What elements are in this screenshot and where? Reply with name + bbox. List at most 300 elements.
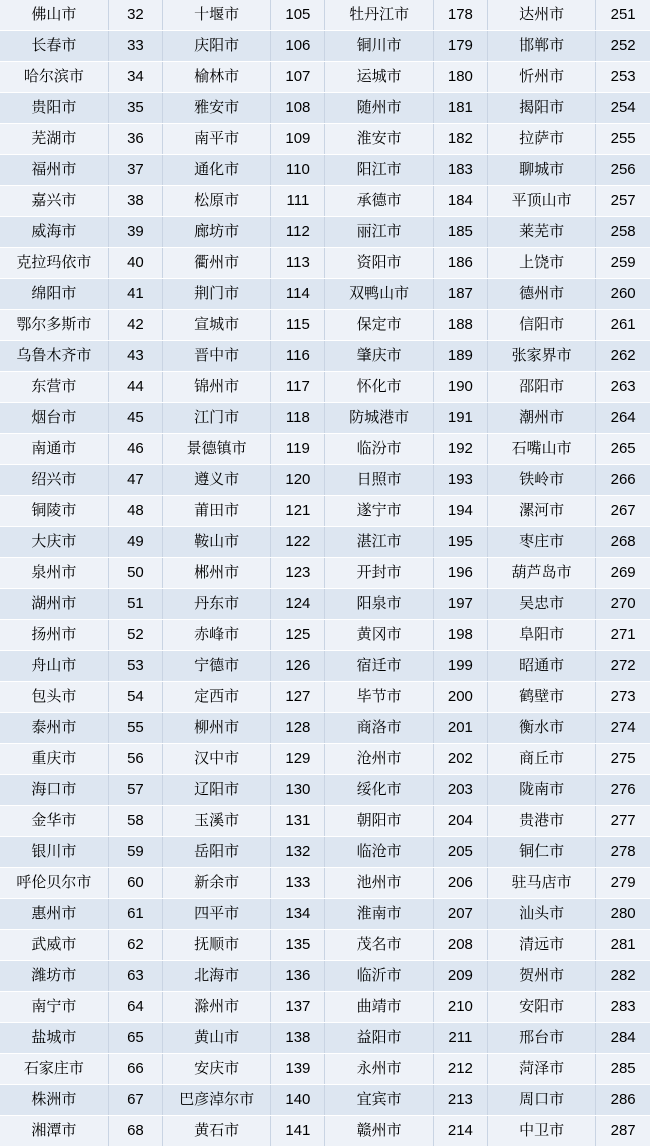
rank-number-cell: 136: [271, 961, 325, 992]
table-row: [0, 279, 650, 310]
rank-number-cell: 68: [108, 1116, 162, 1147]
city-name-cell: 清远市: [487, 930, 595, 961]
rank-number-cell: 116: [271, 341, 325, 372]
rank-number-cell: 283: [596, 992, 650, 1023]
city-name-cell: 沧州市: [325, 744, 433, 775]
city-name-cell: 扬州市: [0, 620, 108, 651]
city-name-cell: 邢台市: [487, 1023, 595, 1054]
table-row: [0, 31, 650, 62]
rank-number-cell: 276: [596, 775, 650, 806]
city-name-cell: 阳江市: [325, 155, 433, 186]
rank-number-cell: 205: [433, 837, 487, 868]
city-name-cell: 阜阳市: [487, 620, 595, 651]
rank-number-cell: 258: [596, 217, 650, 248]
table-row: [0, 930, 650, 961]
rank-number-cell: 179: [433, 31, 487, 62]
city-name-cell: 黄冈市: [325, 620, 433, 651]
rank-number-cell: 34: [108, 62, 162, 93]
rank-number-cell: 62: [108, 930, 162, 961]
rank-number-cell: 214: [433, 1116, 487, 1147]
city-name-cell: 铜川市: [325, 31, 433, 62]
city-name-cell: 聊城市: [487, 155, 595, 186]
rank-number-cell: 124: [271, 589, 325, 620]
table-row: [0, 682, 650, 713]
rank-number-cell: 256: [596, 155, 650, 186]
rank-number-cell: 265: [596, 434, 650, 465]
rank-number-cell: 186: [433, 248, 487, 279]
table-row: [0, 713, 650, 744]
rank-number-cell: 126: [271, 651, 325, 682]
rank-number-cell: 125: [271, 620, 325, 651]
rank-number-cell: 270: [596, 589, 650, 620]
city-name-cell: 嘉兴市: [0, 186, 108, 217]
rank-number-cell: 203: [433, 775, 487, 806]
rank-number-cell: 130: [271, 775, 325, 806]
city-name-cell: 临沧市: [325, 837, 433, 868]
rank-number-cell: 58: [108, 806, 162, 837]
table-row: [0, 155, 650, 186]
city-name-cell: 贺州市: [487, 961, 595, 992]
table-row: [0, 589, 650, 620]
city-name-cell: 张家界市: [487, 341, 595, 372]
rank-number-cell: 65: [108, 1023, 162, 1054]
city-name-cell: 铁岭市: [487, 465, 595, 496]
city-name-cell: 汕头市: [487, 899, 595, 930]
city-name-cell: 阳泉市: [325, 589, 433, 620]
city-name-cell: 双鸭山市: [325, 279, 433, 310]
rank-number-cell: 67: [108, 1085, 162, 1116]
rank-number-cell: 266: [596, 465, 650, 496]
rank-number-cell: 277: [596, 806, 650, 837]
rank-number-cell: 109: [271, 124, 325, 155]
rank-number-cell: 180: [433, 62, 487, 93]
city-name-cell: 中卫市: [487, 1116, 595, 1147]
rank-number-cell: 39: [108, 217, 162, 248]
city-name-cell: 益阳市: [325, 1023, 433, 1054]
city-name-cell: 承德市: [325, 186, 433, 217]
city-name-cell: 金华市: [0, 806, 108, 837]
table-row: [0, 992, 650, 1023]
city-name-cell: 防城港市: [325, 403, 433, 434]
city-name-cell: 葫芦岛市: [487, 558, 595, 589]
city-name-cell: 克拉玛依市: [0, 248, 108, 279]
rank-number-cell: 278: [596, 837, 650, 868]
city-name-cell: 平顶山市: [487, 186, 595, 217]
rank-number-cell: 137: [271, 992, 325, 1023]
rank-number-cell: 191: [433, 403, 487, 434]
city-name-cell: 淮安市: [325, 124, 433, 155]
table-row: [0, 403, 650, 434]
rank-number-cell: 281: [596, 930, 650, 961]
rank-number-cell: 54: [108, 682, 162, 713]
city-name-cell: 牡丹江市: [325, 0, 433, 31]
city-name-cell: 长春市: [0, 31, 108, 62]
rank-number-cell: 285: [596, 1054, 650, 1085]
table-row: [0, 62, 650, 93]
city-name-cell: 安阳市: [487, 992, 595, 1023]
city-name-cell: 福州市: [0, 155, 108, 186]
city-name-cell: 怀化市: [325, 372, 433, 403]
city-name-cell: 宁德市: [162, 651, 270, 682]
rank-number-cell: 51: [108, 589, 162, 620]
table-row: [0, 775, 650, 806]
city-name-cell: 舟山市: [0, 651, 108, 682]
rank-number-cell: 135: [271, 930, 325, 961]
city-name-cell: 莱芜市: [487, 217, 595, 248]
table-row: [0, 434, 650, 465]
rank-number-cell: 32: [108, 0, 162, 31]
city-name-cell: 日照市: [325, 465, 433, 496]
city-name-cell: 湘潭市: [0, 1116, 108, 1147]
rank-number-cell: 192: [433, 434, 487, 465]
rank-number-cell: 107: [271, 62, 325, 93]
rank-number-cell: 287: [596, 1116, 650, 1147]
rank-number-cell: 44: [108, 372, 162, 403]
rank-number-cell: 213: [433, 1085, 487, 1116]
rank-number-cell: 35: [108, 93, 162, 124]
city-name-cell: 枣庄市: [487, 527, 595, 558]
city-name-cell: 绍兴市: [0, 465, 108, 496]
city-name-cell: 呼伦贝尔市: [0, 868, 108, 899]
rank-number-cell: 251: [596, 0, 650, 31]
city-name-cell: 辽阳市: [162, 775, 270, 806]
table-row: [0, 248, 650, 279]
rank-number-cell: 115: [271, 310, 325, 341]
city-name-cell: 临汾市: [325, 434, 433, 465]
table-row: [0, 93, 650, 124]
table-row: [0, 496, 650, 527]
city-name-cell: 柳州市: [162, 713, 270, 744]
city-name-cell: 南平市: [162, 124, 270, 155]
city-name-cell: 随州市: [325, 93, 433, 124]
rank-number-cell: 110: [271, 155, 325, 186]
rank-number-cell: 286: [596, 1085, 650, 1116]
rank-number-cell: 52: [108, 620, 162, 651]
rank-number-cell: 255: [596, 124, 650, 155]
rank-number-cell: 123: [271, 558, 325, 589]
rank-number-cell: 133: [271, 868, 325, 899]
rank-number-cell: 41: [108, 279, 162, 310]
rank-number-cell: 198: [433, 620, 487, 651]
rank-number-cell: 206: [433, 868, 487, 899]
city-name-cell: 江门市: [162, 403, 270, 434]
city-name-cell: 泰州市: [0, 713, 108, 744]
city-name-cell: 盐城市: [0, 1023, 108, 1054]
rank-number-cell: 210: [433, 992, 487, 1023]
rank-number-cell: 106: [271, 31, 325, 62]
city-name-cell: 贵港市: [487, 806, 595, 837]
city-name-cell: 德州市: [487, 279, 595, 310]
city-name-cell: 威海市: [0, 217, 108, 248]
rank-number-cell: 114: [271, 279, 325, 310]
rank-number-cell: 271: [596, 620, 650, 651]
city-name-cell: 巴彦淖尔市: [162, 1085, 270, 1116]
city-name-cell: 新余市: [162, 868, 270, 899]
city-name-cell: 郴州市: [162, 558, 270, 589]
city-name-cell: 漯河市: [487, 496, 595, 527]
rank-number-cell: 132: [271, 837, 325, 868]
rank-number-cell: 121: [271, 496, 325, 527]
rank-number-cell: 211: [433, 1023, 487, 1054]
city-name-cell: 石家庄市: [0, 1054, 108, 1085]
city-name-cell: 松原市: [162, 186, 270, 217]
city-name-cell: 晋中市: [162, 341, 270, 372]
city-name-cell: 通化市: [162, 155, 270, 186]
city-name-cell: 安庆市: [162, 1054, 270, 1085]
rank-number-cell: 61: [108, 899, 162, 930]
rank-number-cell: 46: [108, 434, 162, 465]
rank-number-cell: 261: [596, 310, 650, 341]
city-name-cell: 四平市: [162, 899, 270, 930]
rank-number-cell: 194: [433, 496, 487, 527]
rank-number-cell: 50: [108, 558, 162, 589]
rank-number-cell: 252: [596, 31, 650, 62]
rank-number-cell: 56: [108, 744, 162, 775]
rank-number-cell: 197: [433, 589, 487, 620]
rank-number-cell: 262: [596, 341, 650, 372]
rank-number-cell: 260: [596, 279, 650, 310]
city-name-cell: 运城市: [325, 62, 433, 93]
rank-number-cell: 120: [271, 465, 325, 496]
city-name-cell: 信阳市: [487, 310, 595, 341]
city-name-cell: 上饶市: [487, 248, 595, 279]
city-name-cell: 滁州市: [162, 992, 270, 1023]
table-row: [0, 620, 650, 651]
city-name-cell: 重庆市: [0, 744, 108, 775]
city-name-cell: 保定市: [325, 310, 433, 341]
table-row: [0, 806, 650, 837]
table-row: [0, 465, 650, 496]
table-row: [0, 837, 650, 868]
city-name-cell: 乌鲁木齐市: [0, 341, 108, 372]
city-name-cell: 商洛市: [325, 713, 433, 744]
rank-number-cell: 36: [108, 124, 162, 155]
city-name-cell: 资阳市: [325, 248, 433, 279]
city-name-cell: 朝阳市: [325, 806, 433, 837]
city-name-cell: 汉中市: [162, 744, 270, 775]
rank-number-cell: 140: [271, 1085, 325, 1116]
city-name-cell: 永州市: [325, 1054, 433, 1085]
table-row: [0, 1023, 650, 1054]
city-name-cell: 岳阳市: [162, 837, 270, 868]
city-name-cell: 石嘴山市: [487, 434, 595, 465]
rank-number-cell: 273: [596, 682, 650, 713]
rank-number-cell: 128: [271, 713, 325, 744]
city-name-cell: 玉溪市: [162, 806, 270, 837]
table-row: [0, 186, 650, 217]
rank-number-cell: 257: [596, 186, 650, 217]
city-name-cell: 黄石市: [162, 1116, 270, 1147]
city-name-cell: 银川市: [0, 837, 108, 868]
city-name-cell: 南宁市: [0, 992, 108, 1023]
city-name-cell: 铜仁市: [487, 837, 595, 868]
rank-number-cell: 134: [271, 899, 325, 930]
table-row: [0, 0, 650, 31]
rank-number-cell: 45: [108, 403, 162, 434]
city-name-cell: 榆林市: [162, 62, 270, 93]
rank-number-cell: 188: [433, 310, 487, 341]
rank-number-cell: 189: [433, 341, 487, 372]
city-name-cell: 烟台市: [0, 403, 108, 434]
city-name-cell: 曲靖市: [325, 992, 433, 1023]
rank-number-cell: 209: [433, 961, 487, 992]
rank-number-cell: 63: [108, 961, 162, 992]
rank-number-cell: 279: [596, 868, 650, 899]
table-row: [0, 868, 650, 899]
table-row: [0, 310, 650, 341]
rank-number-cell: 138: [271, 1023, 325, 1054]
rank-number-cell: 48: [108, 496, 162, 527]
city-name-cell: 忻州市: [487, 62, 595, 93]
city-name-cell: 哈尔滨市: [0, 62, 108, 93]
table-row: [0, 527, 650, 558]
city-name-cell: 泉州市: [0, 558, 108, 589]
city-name-cell: 十堰市: [162, 0, 270, 31]
city-name-cell: 揭阳市: [487, 93, 595, 124]
rank-number-cell: 200: [433, 682, 487, 713]
rank-number-cell: 184: [433, 186, 487, 217]
rank-number-cell: 66: [108, 1054, 162, 1085]
rank-number-cell: 64: [108, 992, 162, 1023]
city-name-cell: 茂名市: [325, 930, 433, 961]
rank-number-cell: 60: [108, 868, 162, 899]
rank-number-cell: 275: [596, 744, 650, 775]
rank-number-cell: 204: [433, 806, 487, 837]
rank-number-cell: 111: [271, 186, 325, 217]
city-name-cell: 包头市: [0, 682, 108, 713]
city-name-cell: 遵义市: [162, 465, 270, 496]
city-name-cell: 宜宾市: [325, 1085, 433, 1116]
rank-number-cell: 207: [433, 899, 487, 930]
city-name-cell: 陇南市: [487, 775, 595, 806]
city-name-cell: 商丘市: [487, 744, 595, 775]
city-name-cell: 菏泽市: [487, 1054, 595, 1085]
rank-number-cell: 187: [433, 279, 487, 310]
rank-number-cell: 118: [271, 403, 325, 434]
rank-number-cell: 49: [108, 527, 162, 558]
city-name-cell: 湖州市: [0, 589, 108, 620]
city-name-cell: 赣州市: [325, 1116, 433, 1147]
rank-number-cell: 208: [433, 930, 487, 961]
city-name-cell: 景德镇市: [162, 434, 270, 465]
city-name-cell: 宿迁市: [325, 651, 433, 682]
rank-number-cell: 182: [433, 124, 487, 155]
city-name-cell: 周口市: [487, 1085, 595, 1116]
city-name-cell: 池州市: [325, 868, 433, 899]
city-name-cell: 黄山市: [162, 1023, 270, 1054]
city-name-cell: 鹤壁市: [487, 682, 595, 713]
rank-number-cell: 59: [108, 837, 162, 868]
city-name-cell: 廊坊市: [162, 217, 270, 248]
city-name-cell: 达州市: [487, 0, 595, 31]
city-name-cell: 大庆市: [0, 527, 108, 558]
table-row: [0, 341, 650, 372]
rank-number-cell: 263: [596, 372, 650, 403]
city-name-cell: 丹东市: [162, 589, 270, 620]
city-name-cell: 昭通市: [487, 651, 595, 682]
table-row: [0, 1054, 650, 1085]
rank-number-cell: 274: [596, 713, 650, 744]
city-name-cell: 衢州市: [162, 248, 270, 279]
rank-number-cell: 185: [433, 217, 487, 248]
rank-number-cell: 43: [108, 341, 162, 372]
rank-number-cell: 141: [271, 1116, 325, 1147]
rank-number-cell: 139: [271, 1054, 325, 1085]
rank-number-cell: 268: [596, 527, 650, 558]
rank-number-cell: 38: [108, 186, 162, 217]
city-name-cell: 贵阳市: [0, 93, 108, 124]
city-name-cell: 肇庆市: [325, 341, 433, 372]
city-name-cell: 绥化市: [325, 775, 433, 806]
rank-number-cell: 269: [596, 558, 650, 589]
rank-number-cell: 113: [271, 248, 325, 279]
city-name-cell: 丽江市: [325, 217, 433, 248]
city-name-cell: 东营市: [0, 372, 108, 403]
rank-number-cell: 183: [433, 155, 487, 186]
rank-number-cell: 254: [596, 93, 650, 124]
city-name-cell: 武威市: [0, 930, 108, 961]
city-name-cell: 淮南市: [325, 899, 433, 930]
rank-number-cell: 53: [108, 651, 162, 682]
rank-number-cell: 57: [108, 775, 162, 806]
rank-number-cell: 282: [596, 961, 650, 992]
city-name-cell: 吴忠市: [487, 589, 595, 620]
city-name-cell: 邯郸市: [487, 31, 595, 62]
city-name-cell: 铜陵市: [0, 496, 108, 527]
city-name-cell: 邵阳市: [487, 372, 595, 403]
rank-number-cell: 193: [433, 465, 487, 496]
rank-number-cell: 40: [108, 248, 162, 279]
city-name-cell: 衡水市: [487, 713, 595, 744]
city-name-cell: 驻马店市: [487, 868, 595, 899]
city-name-cell: 定西市: [162, 682, 270, 713]
city-name-cell: 佛山市: [0, 0, 108, 31]
city-name-cell: 宣城市: [162, 310, 270, 341]
table-row: [0, 1085, 650, 1116]
city-name-cell: 株洲市: [0, 1085, 108, 1116]
rank-number-cell: 202: [433, 744, 487, 775]
city-name-cell: 遂宁市: [325, 496, 433, 527]
table-row: [0, 651, 650, 682]
rank-number-cell: 131: [271, 806, 325, 837]
rank-number-cell: 178: [433, 0, 487, 31]
city-name-cell: 绵阳市: [0, 279, 108, 310]
rank-number-cell: 117: [271, 372, 325, 403]
rank-number-cell: 196: [433, 558, 487, 589]
table-row: [0, 372, 650, 403]
rank-number-cell: 33: [108, 31, 162, 62]
rank-number-cell: 105: [271, 0, 325, 31]
rank-number-cell: 259: [596, 248, 650, 279]
city-name-cell: 南通市: [0, 434, 108, 465]
rank-number-cell: 267: [596, 496, 650, 527]
rank-number-cell: 253: [596, 62, 650, 93]
rank-number-cell: 55: [108, 713, 162, 744]
city-name-cell: 北海市: [162, 961, 270, 992]
rank-number-cell: 119: [271, 434, 325, 465]
city-name-cell: 毕节市: [325, 682, 433, 713]
rank-number-cell: 190: [433, 372, 487, 403]
table-row: [0, 558, 650, 589]
city-name-cell: 锦州市: [162, 372, 270, 403]
table-row: [0, 1116, 650, 1147]
city-name-cell: 抚顺市: [162, 930, 270, 961]
rank-number-cell: 195: [433, 527, 487, 558]
city-name-cell: 潮州市: [487, 403, 595, 434]
rank-number-cell: 37: [108, 155, 162, 186]
rank-number-cell: 199: [433, 651, 487, 682]
rank-number-cell: 127: [271, 682, 325, 713]
